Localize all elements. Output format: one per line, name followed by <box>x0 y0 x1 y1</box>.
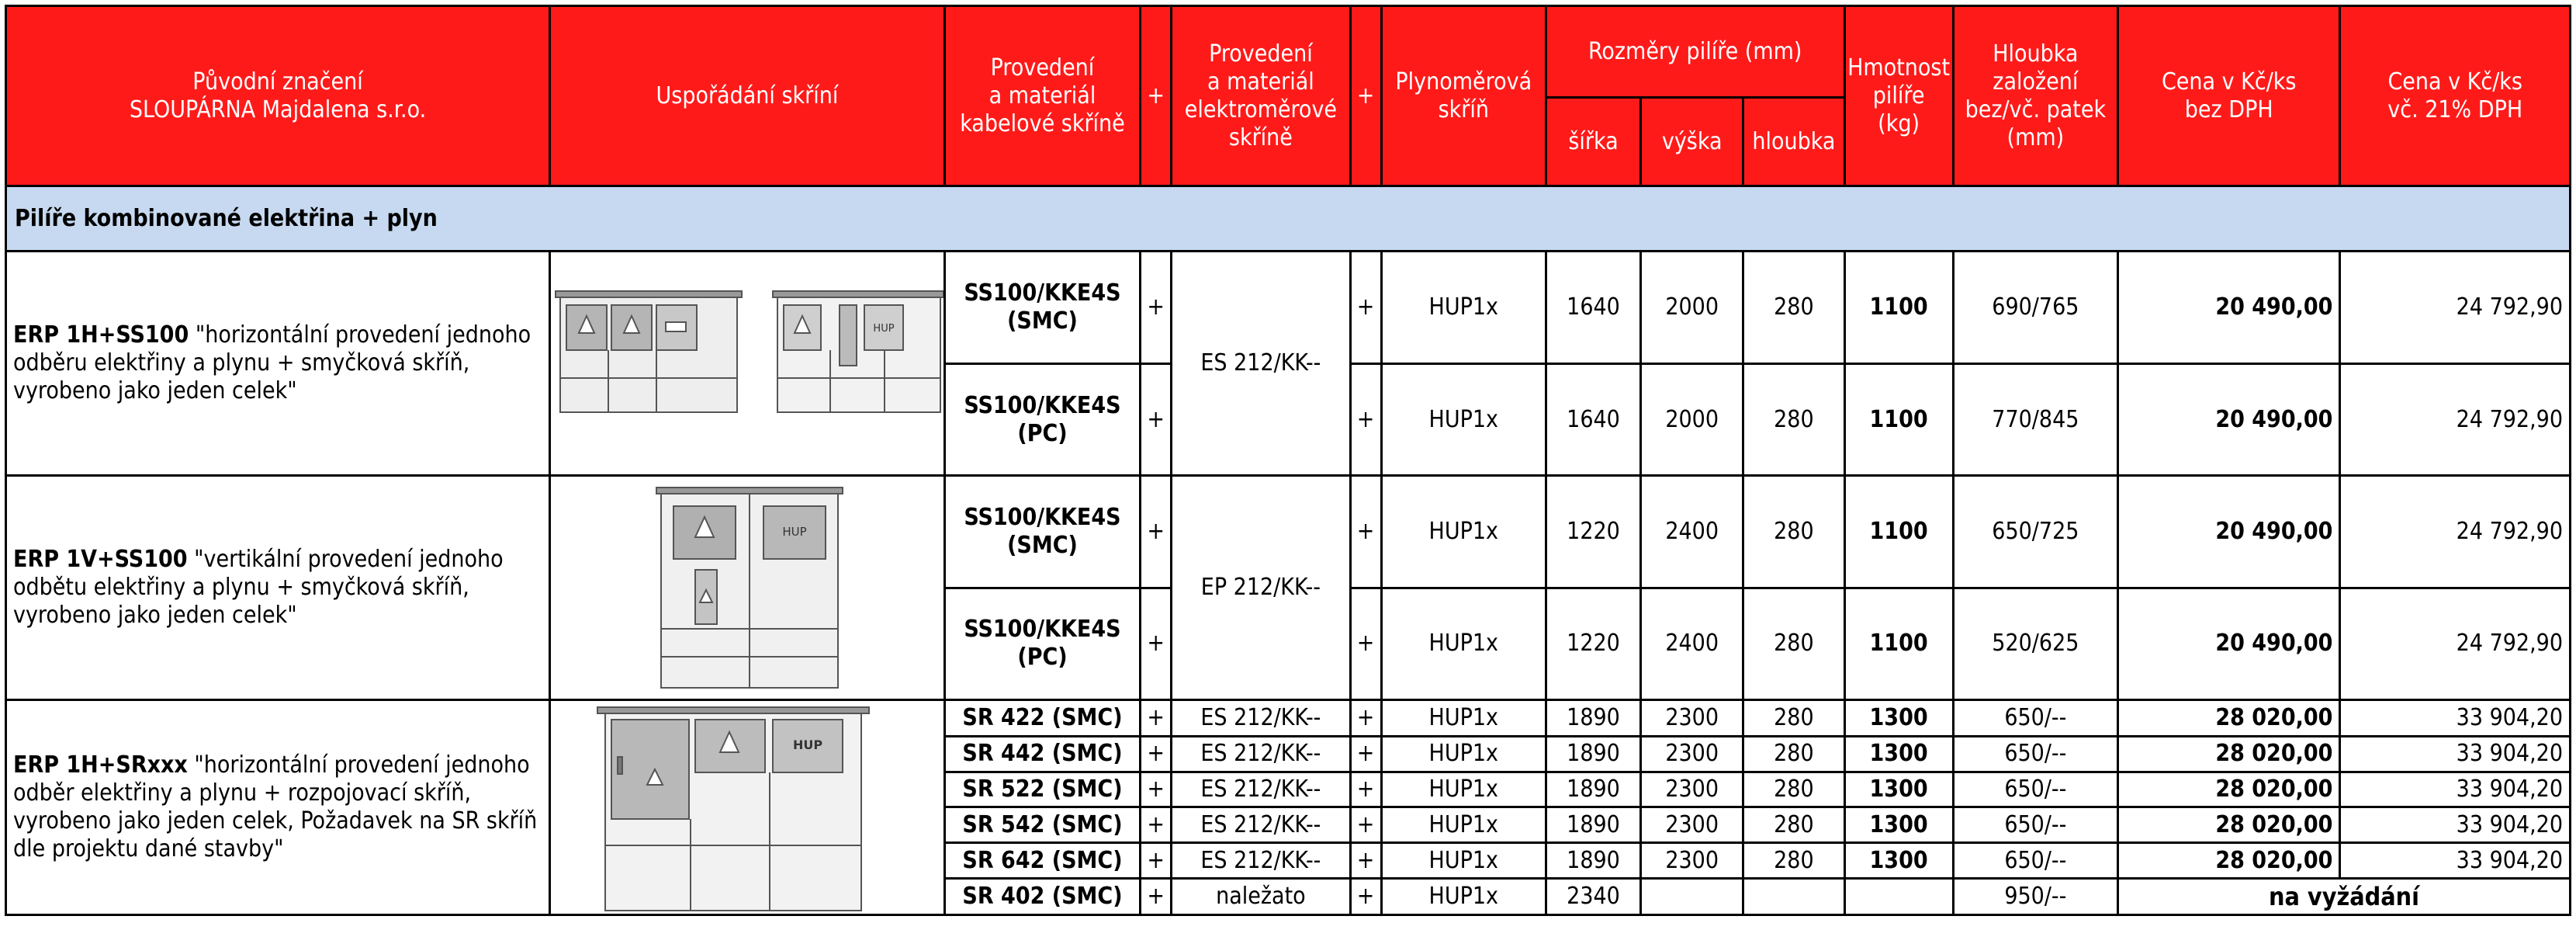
header-weight: Hmotnost pilíře (kg) <box>1844 6 1953 186</box>
plus-cell: + <box>1141 476 1172 588</box>
height-cell: 2300 <box>1641 807 1743 843</box>
gas-box-cell: HUP1x <box>1381 843 1546 879</box>
gas-box-cell: HUP1x <box>1381 588 1546 700</box>
plus-cell: + <box>1350 588 1381 700</box>
gas-box-cell: HUP1x <box>1381 700 1546 737</box>
price-cell: 28 020,00 <box>2118 736 2340 772</box>
header-foundation-depth: Hloubka založení bez/vč. patek (mm) <box>1953 6 2117 186</box>
depth-cell: 280 <box>1743 736 1844 772</box>
weight-cell <box>1844 879 1953 915</box>
plus-cell: + <box>1350 700 1381 737</box>
price-vat-cell: 33 904,20 <box>2340 700 2571 737</box>
price-cell: 20 490,00 <box>2118 364 2340 476</box>
price-vat-cell: 24 792,90 <box>2340 476 2571 588</box>
hup-label-icon: HUP <box>873 323 895 335</box>
price-cell: 28 020,00 <box>2118 807 2340 843</box>
depth-cell: 280 <box>1743 588 1844 700</box>
meter-box-cell: ES 212/KK-- <box>1172 736 1350 772</box>
cable-box-cell: SS100/KKE4S (SMC) <box>944 252 1140 364</box>
cable-box-cell: SR 642 (SMC) <box>944 843 1140 879</box>
depth-cell: 280 <box>1743 843 1844 879</box>
meter-box-cell: ES 212/KK-- <box>1172 252 1350 476</box>
foundation-cell: 650/725 <box>1953 476 2117 588</box>
header-cable-box: Provedení a materiál kabelové skříně <box>944 6 1140 186</box>
price-cell: 28 020,00 <box>2118 843 2340 879</box>
header-height: výška <box>1641 98 1743 186</box>
plus-cell: + <box>1350 476 1381 588</box>
gas-box-cell: HUP1x <box>1381 364 1546 476</box>
gas-box-cell: HUP1x <box>1381 807 1546 843</box>
price-cell: 28 020,00 <box>2118 700 2340 737</box>
meter-box-cell: ES 212/KK-- <box>1172 843 1350 879</box>
height-cell: 2000 <box>1641 252 1743 364</box>
width-cell: 1890 <box>1546 772 1640 807</box>
weight-cell: 1100 <box>1844 364 1953 476</box>
header-meter-box: Provedení a materiál elektroměrové skříně <box>1172 6 1350 186</box>
plus-cell: + <box>1141 843 1172 879</box>
cable-box-cell: SR 422 (SMC) <box>944 700 1140 737</box>
header-price-vat: Cena v Kč/ks vč. 21% DPH <box>2340 6 2571 186</box>
foundation-cell: 650/-- <box>1953 736 2117 772</box>
price-vat-cell: 33 904,20 <box>2340 772 2571 807</box>
price-vat-cell: 33 904,20 <box>2340 843 2571 879</box>
width-cell: 1640 <box>1546 364 1640 476</box>
cable-box-cell: SR 522 (SMC) <box>944 772 1140 807</box>
foundation-cell: 650/-- <box>1953 772 2117 807</box>
width-cell: 1640 <box>1546 252 1640 364</box>
meter-box-cell: ES 212/KK-- <box>1172 700 1350 737</box>
height-cell: 2400 <box>1641 476 1743 588</box>
plus-cell: + <box>1350 807 1381 843</box>
gas-box-cell: HUP1x <box>1381 879 1546 915</box>
depth-cell: 280 <box>1743 772 1844 807</box>
height-cell <box>1641 879 1743 915</box>
plus-cell: + <box>1350 843 1381 879</box>
price-vat-cell: 24 792,90 <box>2340 252 2571 364</box>
table-row <box>6 476 2571 588</box>
cabinet-image-horizontal-sr <box>550 700 945 915</box>
header-depth: hloubka <box>1743 98 1844 186</box>
plus-cell: + <box>1141 807 1172 843</box>
product-description: ERP 1V+SS100 "vertikální provedení jednoho odbětu elektřiny a plynu + smyčková skříň, vyrobeno jako jeden celek" <box>6 476 550 700</box>
header-plus: + <box>1141 6 1172 186</box>
plus-cell: + <box>1350 879 1381 915</box>
price-table <box>5 5 2571 916</box>
plus-cell: + <box>1141 364 1172 476</box>
height-cell: 2300 <box>1641 843 1743 879</box>
plus-cell: + <box>1350 364 1381 476</box>
height-cell: 2300 <box>1641 736 1743 772</box>
foundation-cell: 690/765 <box>1953 252 2117 364</box>
price-vat-cell: 33 904,20 <box>2340 807 2571 843</box>
plus-cell: + <box>1141 879 1172 915</box>
foundation-cell: 650/-- <box>1953 700 2117 737</box>
hup-label-icon: HUP <box>792 737 823 752</box>
foundation-cell: 650/-- <box>1953 807 2117 843</box>
depth-cell: 280 <box>1743 807 1844 843</box>
meter-box-cell: ES 212/KK-- <box>1172 807 1350 843</box>
cable-box-cell: SR 442 (SMC) <box>944 736 1140 772</box>
plus-cell: + <box>1141 772 1172 807</box>
foundation-cell: 950/-- <box>1953 879 2117 915</box>
header-dimensions: Rozměry pilíře (mm) <box>1546 6 1844 98</box>
header-cabinet-layout: Uspořádání skříní <box>550 6 945 186</box>
depth-cell: 280 <box>1743 476 1844 588</box>
product-description: ERP 1H+SS100 "horizontální provedení jednoho odběru elektřiny a plynu + smyčková skříň, vyrobeno jako jeden celek" <box>6 252 550 476</box>
meter-box-cell: ES 212/KK-- <box>1172 772 1350 807</box>
on-request-cell: na vyžádání <box>2118 879 2571 915</box>
plus-cell: + <box>1350 252 1381 364</box>
gas-box-cell: HUP1x <box>1381 252 1546 364</box>
product-description: ERP 1H+SRxxx "horizontální provedení jednoho odběr elektřiny a plynu + rozpojovací skříň, vyrobeno jako jeden celek, Požadavek na SR skříň dle projektu dané stavby" <box>6 700 550 915</box>
weight-cell: 1300 <box>1844 772 1953 807</box>
price-vat-cell: 24 792,90 <box>2340 364 2571 476</box>
weight-cell: 1300 <box>1844 736 1953 772</box>
weight-cell: 1100 <box>1844 476 1953 588</box>
meter-box-cell: EP 212/KK-- <box>1172 476 1350 700</box>
foundation-cell: 770/845 <box>1953 364 2117 476</box>
width-cell: 1890 <box>1546 700 1640 737</box>
price-vat-cell: 33 904,20 <box>2340 736 2571 772</box>
header-gas-box: Plynoměrová skříň <box>1381 6 1546 186</box>
header-plus: + <box>1350 6 1381 186</box>
height-cell: 2400 <box>1641 588 1743 700</box>
cabinet-image-horizontal-ss <box>550 252 945 476</box>
plus-cell: + <box>1350 736 1381 772</box>
header-original-designation: Původní značení SLOUPÁRNA Majdalena s.r.o. <box>6 6 550 186</box>
cable-box-cell: SS100/KKE4S (SMC) <box>944 476 1140 588</box>
meter-box-cell: naležato <box>1172 879 1350 915</box>
price-cell: 20 490,00 <box>2118 588 2340 700</box>
gas-box-cell: HUP1x <box>1381 736 1546 772</box>
weight-cell: 1300 <box>1844 700 1953 737</box>
width-cell: 1890 <box>1546 807 1640 843</box>
weight-cell: 1100 <box>1844 588 1953 700</box>
height-cell: 2300 <box>1641 772 1743 807</box>
cable-box-cell: SS100/KKE4S (PC) <box>944 364 1140 476</box>
cable-box-cell: SS100/KKE4S (PC) <box>944 588 1140 700</box>
plus-cell: + <box>1141 700 1172 737</box>
hup-label-icon: HUP <box>782 525 807 539</box>
width-cell: 2340 <box>1546 879 1640 915</box>
cable-box-cell: SR 402 (SMC) <box>944 879 1140 915</box>
price-cell: 20 490,00 <box>2118 476 2340 588</box>
foundation-cell: 520/625 <box>1953 588 2117 700</box>
plus-cell: + <box>1350 772 1381 807</box>
price-cell: 20 490,00 <box>2118 252 2340 364</box>
price-cell: 28 020,00 <box>2118 772 2340 807</box>
foundation-cell: 650/-- <box>1953 843 2117 879</box>
gas-box-cell: HUP1x <box>1381 772 1546 807</box>
weight-cell: 1300 <box>1844 843 1953 879</box>
price-vat-cell: 24 792,90 <box>2340 588 2571 700</box>
plus-cell: + <box>1141 736 1172 772</box>
weight-cell: 1100 <box>1844 252 1953 364</box>
plus-cell: + <box>1141 588 1172 700</box>
cabinet-image-vertical-ss <box>550 476 945 700</box>
width-cell: 1890 <box>1546 736 1640 772</box>
header-width: šířka <box>1546 98 1640 186</box>
table-row <box>6 252 2571 364</box>
section-title: Pilíře kombinované elektřina + plyn <box>6 186 2571 252</box>
depth-cell: 280 <box>1743 364 1844 476</box>
depth-cell <box>1743 879 1844 915</box>
header-price: Cena v Kč/ks bez DPH <box>2118 6 2340 186</box>
height-cell: 2300 <box>1641 700 1743 737</box>
height-cell: 2000 <box>1641 364 1743 476</box>
width-cell: 1220 <box>1546 588 1640 700</box>
table-row <box>6 700 2571 737</box>
width-cell: 1890 <box>1546 843 1640 879</box>
width-cell: 1220 <box>1546 476 1640 588</box>
depth-cell: 280 <box>1743 700 1844 737</box>
weight-cell: 1300 <box>1844 807 1953 843</box>
depth-cell: 280 <box>1743 252 1844 364</box>
gas-box-cell: HUP1x <box>1381 476 1546 588</box>
plus-cell: + <box>1141 252 1172 364</box>
cable-box-cell: SR 542 (SMC) <box>944 807 1140 843</box>
